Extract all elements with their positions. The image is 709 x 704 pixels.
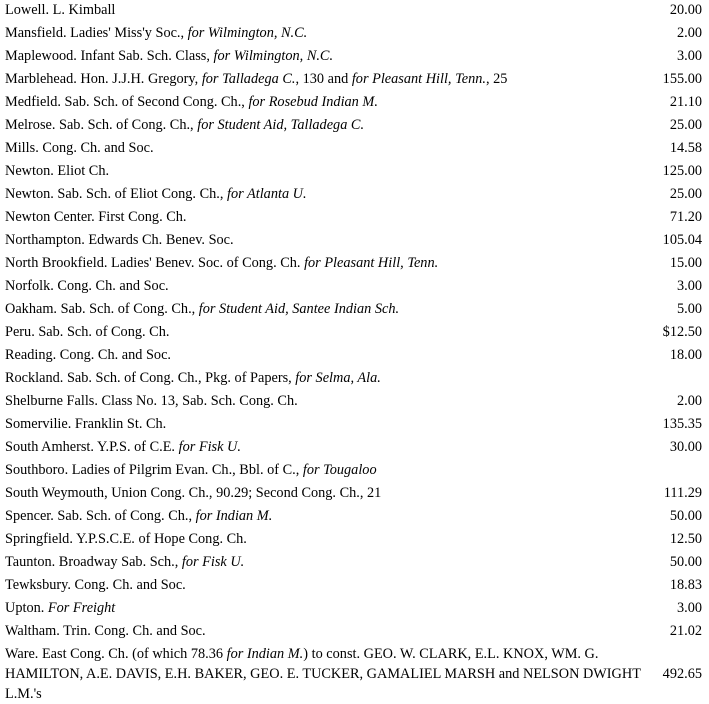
entry-amount: 30.00 bbox=[669, 439, 702, 455]
donor-text: Oakham. Sab. Sch. of Cong. Ch., bbox=[5, 301, 199, 317]
entry-description bbox=[5, 299, 399, 319]
entry-amount: 21.02 bbox=[669, 623, 702, 639]
designation-text: for Wilmington, N.C. bbox=[187, 25, 308, 41]
ledger-row bbox=[5, 230, 704, 253]
designation-text: for Fisk U. bbox=[178, 439, 241, 455]
ledger-row bbox=[5, 138, 704, 161]
ledger-row bbox=[5, 414, 704, 437]
designation-text: for Student Aid, Santee Indian Sch. bbox=[198, 301, 400, 317]
ledger-row bbox=[5, 23, 704, 46]
entry-amount: 20.00 bbox=[669, 2, 702, 18]
donor-text: ) to const. GEO. W. CLARK, E.L. KNOX, WM. G. HAMILTON, A.E. DAVIS, E.H. BAKER, GEO. E. TUCKER, GAMALIEL MARSH and NELSON DWIGHT L.M.'s bbox=[5, 646, 641, 702]
designation-text: for Rosebud Indian M. bbox=[248, 94, 378, 110]
entry-description bbox=[5, 115, 364, 135]
donor-text: Maplewood. Infant Sab. Sch. Class, bbox=[5, 48, 214, 64]
designation-text: for Wilmington, N.C. bbox=[213, 48, 334, 64]
donor-text: Mills. Cong. Ch. and Soc. bbox=[5, 140, 154, 156]
entry-description bbox=[5, 138, 154, 158]
ledger-row bbox=[5, 46, 704, 69]
entry-description bbox=[5, 322, 169, 342]
entry-description bbox=[5, 644, 645, 704]
entry-amount: 135.35 bbox=[662, 416, 702, 432]
donor-text: Marblehead. Hon. J.J.H. Gregory, bbox=[5, 71, 202, 87]
entry-amount: 25.00 bbox=[669, 117, 702, 133]
entry-amount: 155.00 bbox=[662, 71, 702, 87]
donor-text: Shelburne Falls. Class No. 13, Sab. Sch. Cong. Ch. bbox=[5, 393, 298, 409]
donor-text: South Amherst. Y.P.S. of C.E. bbox=[5, 439, 179, 455]
entry-amount: 2.00 bbox=[676, 25, 702, 41]
entry-description bbox=[5, 0, 115, 20]
ledger-row bbox=[5, 644, 704, 704]
ledger-row bbox=[5, 483, 704, 506]
ledger-row bbox=[5, 529, 704, 552]
ledger-row bbox=[5, 207, 704, 230]
entry-amount: 111.29 bbox=[663, 485, 702, 501]
donor-text: Springfield. Y.P.S.C.E. of Hope Cong. Ch. bbox=[5, 531, 247, 547]
designation-text: for Fisk U. bbox=[181, 554, 245, 570]
ledger-row bbox=[5, 0, 704, 23]
donor-text: Somervilie. Franklin St. Ch. bbox=[5, 416, 167, 432]
entry-description bbox=[5, 230, 234, 250]
entry-amount: 3.00 bbox=[676, 48, 702, 64]
donor-text: Newton. Eliot Ch. bbox=[5, 163, 110, 179]
donor-text: Spencer. Sab. Sch. of Cong. Ch., bbox=[5, 508, 196, 524]
entry-description bbox=[5, 529, 247, 549]
ledger-row bbox=[5, 253, 704, 276]
ledger-row bbox=[5, 506, 704, 529]
donor-text: South Weymouth, Union Cong. Ch., 90.29; Second Cong. Ch., 21 bbox=[5, 485, 382, 501]
ledger-row bbox=[5, 391, 704, 414]
donor-text: Lowell. L. Kimball bbox=[5, 2, 116, 18]
ledger-row bbox=[5, 345, 704, 368]
entry-amount: 71.20 bbox=[669, 209, 702, 225]
ledger-row bbox=[5, 92, 704, 115]
donor-text: Newton Center. First Cong. Ch. bbox=[5, 209, 187, 225]
ledger-row bbox=[5, 322, 704, 345]
donor-text: Rockland. Sab. Sch. of Cong. Ch., Pkg. of Papers, bbox=[5, 370, 296, 386]
donor-text: Northampton. Edwards Ch. Benev. Soc. bbox=[5, 232, 234, 248]
ledger-row bbox=[5, 299, 704, 322]
donor-text: Norfolk. Cong. Ch. and Soc. bbox=[5, 278, 169, 294]
entry-description bbox=[5, 92, 378, 112]
entry-description bbox=[5, 69, 507, 89]
donor-text: Melrose. Sab. Sch. of Cong. Ch., bbox=[5, 117, 198, 133]
ledger-row bbox=[5, 575, 704, 598]
entry-amount: $12.50 bbox=[662, 324, 702, 340]
ledger-row bbox=[5, 276, 704, 299]
ledger-row bbox=[5, 552, 704, 575]
entry-description bbox=[5, 276, 169, 296]
donor-text: Tewksbury. Cong. Ch. and Soc. bbox=[5, 577, 186, 593]
donor-text: Southboro. Ladies of Pilgrim Evan. Ch., Bbl. of C., bbox=[5, 462, 303, 478]
entry-amount: 15.00 bbox=[669, 255, 702, 271]
entry-description bbox=[5, 391, 298, 411]
designation-text: for Pleasant Hill, Tenn. bbox=[351, 71, 486, 87]
entry-amount: 5.00 bbox=[676, 301, 702, 317]
designation-text: for Pleasant Hill, Tenn. bbox=[304, 255, 439, 271]
entry-description bbox=[5, 575, 186, 595]
entry-description bbox=[5, 506, 272, 526]
entry-amount: 492.65 bbox=[662, 666, 702, 682]
donor-text: Waltham. Trin. Cong. Ch. and Soc. bbox=[5, 623, 206, 639]
designation-text: for Atlanta U. bbox=[227, 186, 307, 202]
donor-text: Medfield. Sab. Sch. of Second Cong. Ch., bbox=[5, 94, 249, 110]
ledger-row bbox=[5, 437, 704, 460]
entry-description bbox=[5, 46, 333, 66]
entry-description bbox=[5, 414, 166, 434]
ledger-row bbox=[5, 161, 704, 184]
entry-amount: 50.00 bbox=[669, 508, 702, 524]
donor-text: , 25 bbox=[485, 71, 508, 87]
entry-amount: 3.00 bbox=[676, 600, 702, 616]
entry-description bbox=[5, 460, 377, 480]
donor-text: Reading. Cong. Ch. and Soc. bbox=[5, 347, 171, 363]
designation-text: for Tougaloo bbox=[302, 462, 377, 478]
entry-amount: 105.04 bbox=[662, 232, 702, 248]
designation-text: for Indian M. bbox=[226, 646, 304, 662]
designation-text: for Selma, Ala. bbox=[295, 370, 381, 386]
entry-description bbox=[5, 483, 381, 503]
donor-text: , 130 and bbox=[295, 71, 352, 87]
entry-description bbox=[5, 621, 206, 641]
entry-description bbox=[5, 161, 109, 181]
entry-amount: 125.00 bbox=[662, 163, 702, 179]
entry-description bbox=[5, 437, 241, 457]
ledger-row bbox=[5, 460, 704, 483]
entry-description bbox=[5, 598, 115, 618]
entry-amount: 14.58 bbox=[669, 140, 702, 156]
ledger-row bbox=[5, 621, 704, 644]
entry-description bbox=[5, 368, 381, 388]
entry-description bbox=[5, 253, 438, 273]
entry-description bbox=[5, 184, 307, 204]
donor-text: Peru. Sab. Sch. of Cong. Ch. bbox=[5, 324, 170, 340]
designation-text: for Talladega C. bbox=[201, 71, 296, 87]
entry-description bbox=[5, 345, 171, 365]
donor-text: Taunton. Broadway Sab. Sch., bbox=[5, 554, 182, 570]
entry-amount: 25.00 bbox=[669, 186, 702, 202]
ledger-row bbox=[5, 69, 704, 92]
entry-amount: 3.00 bbox=[676, 278, 702, 294]
donor-text: Mansfield. Ladies' Miss'y Soc., bbox=[5, 25, 188, 41]
entry-amount: 18.83 bbox=[669, 577, 702, 593]
ledger-row bbox=[5, 115, 704, 138]
entry-description bbox=[5, 207, 187, 227]
entry-description bbox=[5, 552, 244, 572]
ledger-row bbox=[5, 368, 704, 391]
designation-text: for Student Aid, Talladega C. bbox=[197, 117, 365, 133]
ledger-row bbox=[5, 598, 704, 621]
entry-amount: 2.00 bbox=[676, 393, 702, 409]
entry-amount: 12.50 bbox=[669, 531, 702, 547]
donor-text: Ware. East Cong. Ch. (of which 78.36 bbox=[5, 646, 227, 662]
entry-amount: 21.10 bbox=[669, 94, 702, 110]
entry-amount: 18.00 bbox=[669, 347, 702, 363]
donor-text: Newton. Sab. Sch. of Eliot Cong. Ch., bbox=[5, 186, 227, 202]
entry-amount: 50.00 bbox=[669, 554, 702, 570]
ledger-row bbox=[5, 184, 704, 207]
designation-text: For Freight bbox=[47, 600, 116, 616]
donation-ledger bbox=[5, 0, 704, 704]
donor-text: North Brookfield. Ladies' Benev. Soc. of Cong. Ch. bbox=[5, 255, 305, 271]
donor-text: Upton. bbox=[5, 600, 48, 616]
entry-description bbox=[5, 23, 307, 43]
designation-text: for Indian M. bbox=[195, 508, 273, 524]
